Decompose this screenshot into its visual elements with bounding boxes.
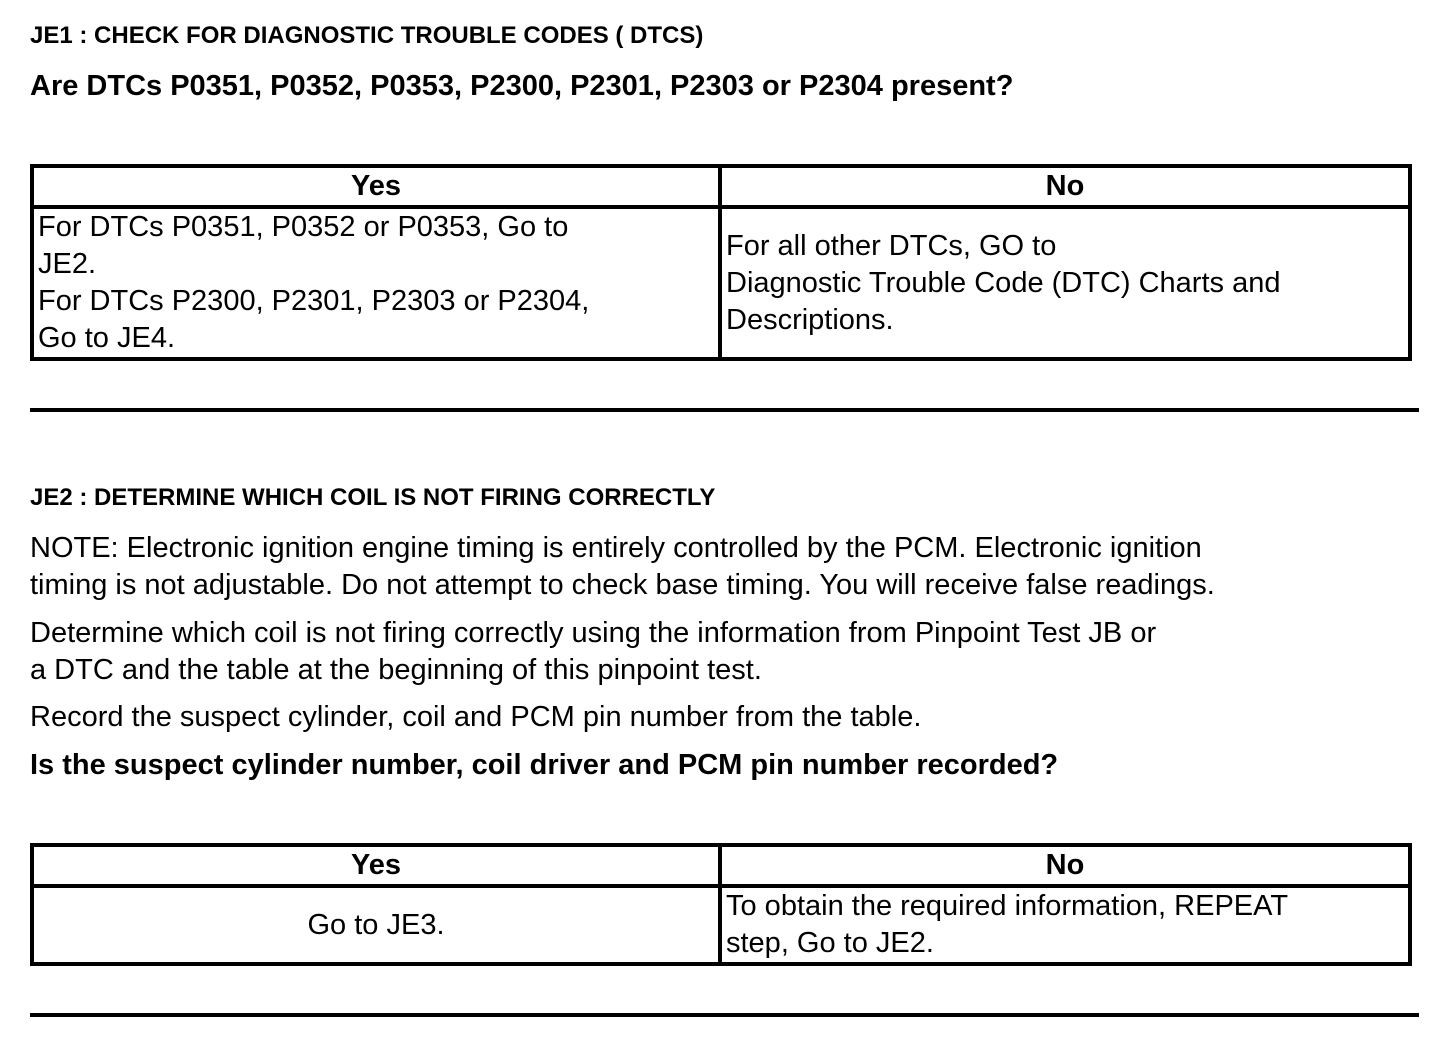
je2-determine-line: Determine which coil is not firing correctly using the information from Pinpoint Test JB or: [30, 617, 1157, 649]
je1-yes-cell: [32, 207, 720, 359]
je2-note-line: timing is not adjustable. Do not attempt to check base timing. You will receive false readings.: [30, 569, 1215, 601]
je1-yes-line: Go to JE4.: [38, 322, 176, 354]
je1-table-header-row: [32, 166, 1410, 207]
je1-heading: JE1 : CHECK FOR DIAGNOSTIC TROUBLE CODES ( DTCS): [30, 22, 704, 49]
je2-table-header-row: [32, 845, 1410, 886]
je1-yes-line: For DTCs P0351, P0352 or P0353, Go to: [38, 211, 569, 243]
je1-table-body-row: [32, 207, 1410, 359]
section-divider: [30, 408, 1419, 412]
je2-no-header: No: [720, 845, 1410, 886]
je1-no-line: Diagnostic Trouble Code (DTC) Charts and: [726, 266, 1281, 299]
je1-no-header: No: [720, 166, 1410, 207]
je2-note: [30, 530, 1215, 604]
je1-yes-no-table: [30, 164, 1412, 361]
je2-determine-instruction: [30, 615, 1156, 689]
je2-yes-no-table: [30, 843, 1412, 966]
je1-no-cell: [720, 207, 1410, 359]
je2-heading: JE2 : DETERMINE WHICH COIL IS NOT FIRING CORRECTLY: [30, 484, 716, 511]
je2-no-line: step, Go to JE2.: [726, 927, 934, 959]
je2-note-line: NOTE: Electronic ignition engine timing is entirely controlled by the PCM. Electronic ignition: [30, 532, 1202, 564]
je2-no-cell: [720, 886, 1410, 964]
je2-question: Is the suspect cylinder number, coil driver and PCM pin number recorded?: [30, 749, 1059, 781]
je2-yes-cell: Go to JE3.: [32, 886, 720, 964]
je2-record-instruction: Record the suspect cylinder, coil and PCM pin number from the table.: [30, 701, 922, 733]
je1-yes-line: For DTCs P2300, P2301, P2303 or P2304,: [38, 285, 590, 317]
je1-no-line: For all other DTCs, GO to: [726, 229, 1057, 262]
je2-determine-line: a DTC and the table at the beginning of this pinpoint test.: [30, 654, 762, 686]
je2-yes-header: Yes: [32, 845, 720, 886]
je1-no-line: Descriptions.: [726, 303, 894, 336]
section-divider: [30, 1013, 1419, 1017]
je1-question: Are DTCs P0351, P0352, P0353, P2300, P2301, P2303 or P2304 present?: [30, 70, 1014, 102]
je1-yes-line: JE2.: [38, 248, 97, 280]
je1-yes-header: Yes: [32, 166, 720, 207]
je2-table-body-row: [32, 886, 1410, 964]
je2-no-line: To obtain the required information, REPEAT: [726, 890, 1289, 922]
